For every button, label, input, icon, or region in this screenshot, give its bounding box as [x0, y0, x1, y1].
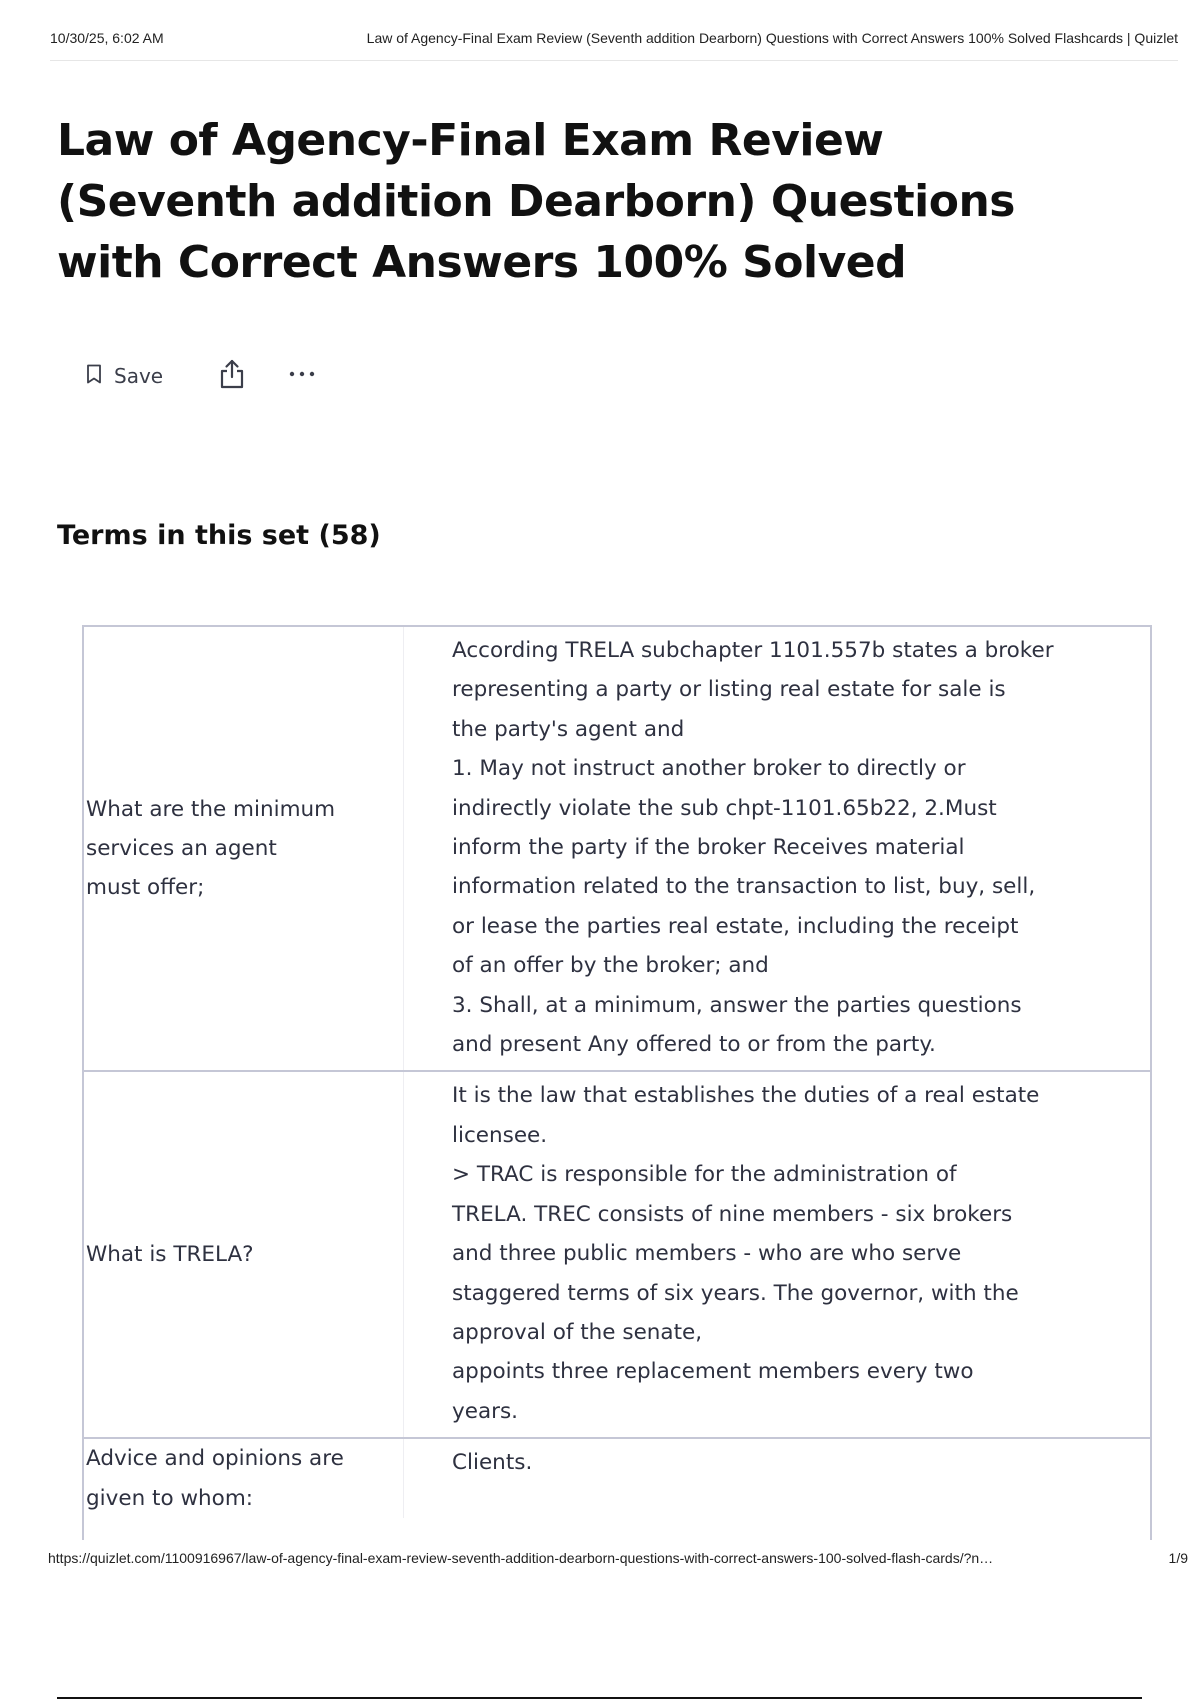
- definition-line: and present Any offered to or from the party.: [452, 1032, 936, 1058]
- definition-line: TRELA. TREC consists of nine members - six brokers: [452, 1201, 1013, 1227]
- definition-line: According TRELA subchapter 1101.557b states a broker: [452, 638, 1054, 663]
- print-date: 10/30/25, 6:02 AM: [50, 30, 164, 46]
- definition-line: It is the law that establishes the duties of a real estate: [452, 1083, 1040, 1109]
- definition-cell: [404, 627, 1150, 1070]
- term-line: What are the minimum: [86, 796, 336, 822]
- definition-line: staggered terms of six years. The governor, with the: [452, 1280, 1019, 1306]
- page-title: Law of Agency-Final Exam Review (Seventh addition Dearborn) Questions with Correct Answers 100% Solved: [57, 115, 1015, 288]
- term-line: Advice and opinions are: [86, 1446, 344, 1472]
- print-page-title: Law of Agency-Final Exam Review (Seventh addition Dearborn) Questions with Correct Answers 100% Solved Flashcards | Quizlet: [366, 30, 1178, 46]
- definition-line: and three public members - who are who serve: [452, 1241, 962, 1267]
- save-button[interactable]: [86, 364, 163, 389]
- definition-line: Clients.: [452, 1450, 533, 1476]
- term-line: given to whom:: [86, 1485, 254, 1511]
- term-row: [84, 625, 1150, 1070]
- share-icon: [218, 358, 246, 394]
- terms-table: [82, 625, 1152, 1540]
- term-text: [86, 1235, 254, 1274]
- term-text: [86, 1439, 344, 1518]
- definition-line: > TRAC is responsible for the administration of: [452, 1162, 957, 1188]
- definition-line: approval of the senate,: [452, 1319, 703, 1345]
- print-page-number: 1/9: [1168, 1550, 1188, 1566]
- definition-line: or lease the parties real estate, including the receipt: [452, 913, 1019, 939]
- definition-line: licensee.: [452, 1122, 548, 1148]
- term-text: [86, 790, 335, 908]
- definition-line: indirectly violate the sub chpt-1101.65b22, 2.Must: [452, 795, 997, 821]
- print-url: https://quizlet.com/1100916967/law-of-agency-final-exam-review-seventh-addition-dearborn-questions-with-correct-answers-100-solved-flash-cards/?n…: [48, 1550, 994, 1566]
- definition-cell: [404, 1439, 1150, 1518]
- print-header: [50, 30, 1178, 61]
- terms-heading: Terms in this set (58): [57, 520, 381, 551]
- term-cell: [84, 1439, 404, 1518]
- term-line: What is TRELA?: [86, 1242, 254, 1268]
- definition-line: the party's agent and: [452, 716, 685, 742]
- definition-line: representing a party or listing real estate for sale is: [452, 677, 1006, 703]
- term-line: must offer;: [86, 875, 205, 901]
- term-row: [84, 1070, 1150, 1437]
- share-button[interactable]: [218, 360, 246, 392]
- definition-line: years.: [452, 1398, 519, 1424]
- toolbar: [86, 360, 318, 392]
- save-label: Save: [114, 364, 164, 388]
- bookmark-icon: [86, 364, 102, 389]
- page-divider: [57, 1697, 1142, 1699]
- term-cell: [84, 627, 404, 1070]
- term-cell: [84, 1072, 404, 1437]
- term-line: services an agent: [86, 836, 277, 862]
- more-options-button[interactable]: [286, 360, 318, 392]
- definition-line: information related to the transaction to list, buy, sell,: [452, 874, 1036, 900]
- definition-line: appoints three replacement members every two: [452, 1359, 974, 1385]
- term-row: [84, 1437, 1150, 1518]
- definition-line: 3. Shall, at a minimum, answer the parties questions: [452, 992, 1022, 1018]
- definition-line: inform the party if the broker Receives material: [452, 835, 965, 861]
- definition-line: of an offer by the broker; and: [452, 953, 769, 979]
- definition-cell: [404, 1072, 1150, 1437]
- definition-line: 1. May not instruct another broker to directly or: [452, 756, 966, 782]
- more-horizontal-icon: [286, 358, 318, 394]
